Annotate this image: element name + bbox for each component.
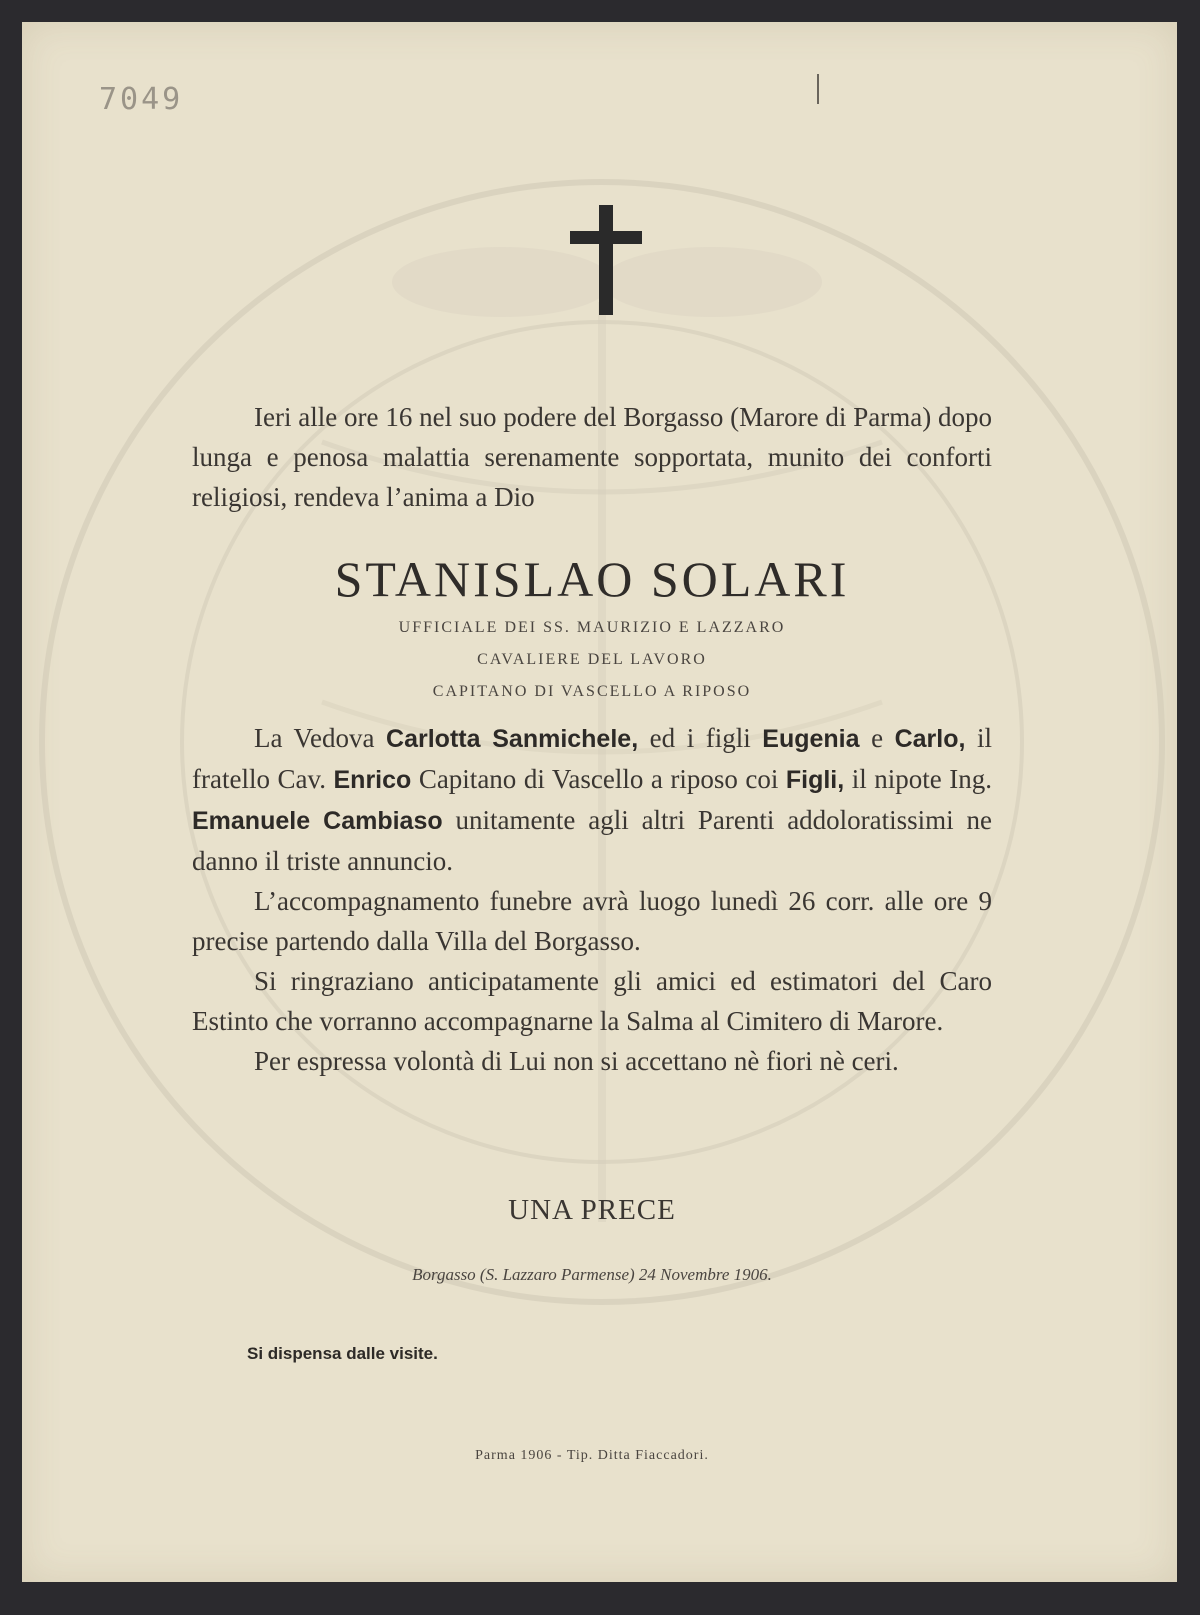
deceased-titles (192, 612, 992, 708)
cross-icon (570, 205, 642, 315)
date-line: Borgasso (S. Lazzaro Parmense) 24 Novembre 1906. (412, 1265, 772, 1284)
brother-name: Enrico (333, 766, 412, 794)
archive-number: 7049 (99, 82, 184, 117)
child-name: Eugenia (762, 725, 860, 753)
flowers-paragraph: Per espressa volontà di Lui non si accettano nè fiori nè ceri. (254, 1046, 899, 1076)
intro-text: Ieri alle ore 16 nel suo podere del Borgasso (Marore di Parma) dopo lunga e penosa malattia serenamente sopportata, munito dei conforti religiosi, rendeva l’anima a Dio (192, 402, 992, 512)
thanks-paragraph: Si ringraziano anticipatamente gli amici ed estimatori del Caro Estinto che vorranno accompagnarne la Salma al Cimitero di Marore. (192, 966, 992, 1036)
visits-note: Si dispensa dalle visite. (247, 1344, 438, 1363)
intro-paragraph (192, 397, 992, 517)
title-line: CAVALIERE DEL LAVORO (477, 651, 707, 668)
ink-mark (817, 74, 819, 104)
family-announcement (192, 718, 992, 1081)
obituary-sheet (22, 22, 1177, 1582)
deceased-name: STANISLAO SOLARI (334, 551, 850, 607)
figli-label: Figli, (785, 766, 845, 794)
prayer-heading: UNA PRECE (508, 1194, 676, 1226)
title-line: CAPITANO DI VASCELLO A RIPOSO (432, 683, 752, 700)
funeral-paragraph: L’accompagnamento funebre avrà luogo lunedì 26 corr. alle ore 9 precise partendo dalla Villa del Borgasso. (192, 886, 992, 956)
printer-credit: Parma 1906 - Tip. Ditta Fiaccadori. (475, 1448, 709, 1463)
widow-name: Carlotta Sanmichele, (386, 725, 639, 753)
title-line: UFFICIALE DEI SS. MAURIZIO E LAZZARO (398, 619, 786, 636)
nephew-name: Emanuele Cambiaso (192, 807, 443, 835)
child-name: Carlo, (894, 725, 966, 753)
family-paragraph: La Vedova Carlotta Sanmichele, ed i figli Eugenia e Carlo, il fratello Cav. Enrico Capitano di Vascello a riposo coi Figli, il nipote Ing. Emanuele Cambiaso unitamente agli altri Parenti addoloratissimi ne danno il triste annuncio. (192, 723, 993, 876)
